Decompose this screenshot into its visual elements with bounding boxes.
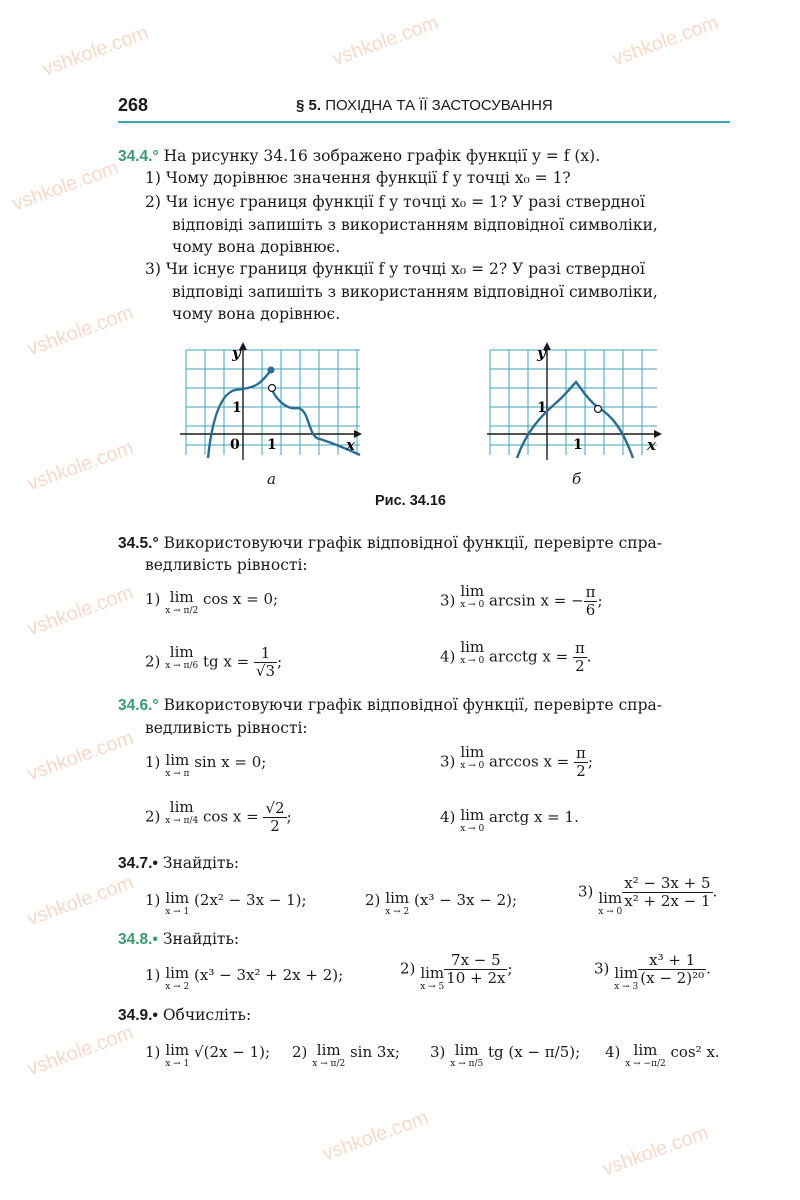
problem-34-5-item-2: 2) lim x → π/6 tg x = $\frac{1}{√3}$ ; (145, 643, 283, 680)
watermark: vshkole.com (319, 1106, 432, 1166)
problem-34-4-q1: 1) Чому дорівнює значення функції f у точці x₀ = 1? (145, 169, 571, 187)
watermark: vshkole.com (24, 871, 137, 931)
problem-34-7-item-1: 1) lim x → 1 (2x² − 3x − 1); (145, 889, 307, 917)
watermark: vshkole.com (24, 581, 137, 641)
filled-point (268, 367, 275, 374)
page-header (118, 95, 730, 123)
tick-x-one: 1 (267, 437, 277, 453)
problem-34-7-text: 34.7.• Знайдіть: (118, 854, 240, 872)
watermark: vshkole.com (24, 436, 137, 496)
problem-34-9-item-2: 2) lim x → π/2 sin 3x; (292, 1041, 400, 1069)
problem-34-4-q2-end: чому вона дорівнює. (172, 238, 341, 256)
graph-b (487, 340, 667, 460)
graph-b-label: б (572, 470, 582, 488)
problem-34-6-item-4: 4) lim x → 0 arctg x = 1. (440, 806, 579, 834)
problem-34-7-item-3: 3) lim x → 0 $\frac{\text{x² − 3x + 5}}{\text{x² + 2x − 1}}$ . (578, 874, 718, 917)
graph-a-label: а (267, 470, 276, 488)
problem-34-9-item-4: 4) lim x → −π/2 cos² x. (605, 1041, 720, 1069)
problem-34-6-item-2: 2) lim x → π/4 cos x = $\frac{√2}{2}$ ; (145, 798, 292, 835)
problem-34-8-item-1: 1) lim x → 2 (x³ − 3x² + 2x + 2); (145, 964, 344, 992)
tick-y-one: 1 (232, 400, 242, 416)
problem-34-8-item-2: 2) lim x → 5 $\frac{7x - 5}{10 + 2x}$ ; (400, 951, 513, 992)
problem-34-4-q3-end: чому вона дорівнює. (172, 305, 341, 323)
problem-34-5-text-cont: ведливість рівності: (145, 556, 308, 574)
problem-34-8-text: 34.8.• Знайдіть: (118, 930, 240, 948)
page-number: 268 (118, 95, 149, 115)
section-title: § 5. ПОХІДНА ТА ЇЇ ЗАСТОСУВАННЯ (296, 97, 553, 114)
problem-34-6-text-cont: ведливість рівності: (145, 719, 308, 737)
problem-34-6-item-1: 1) lim x → π sin x = 0; (145, 751, 267, 779)
watermark: vshkole.com (599, 1121, 712, 1181)
problem-34-5-item-3: 3) lim x → 0 arcsin x = − $\frac{\pi}{6}$ ; (440, 582, 603, 619)
watermark: vshkole.com (24, 1021, 137, 1081)
problem-34-4-intro: 34.4.° На рисунку 34.16 зображено графік функції y = f (x). (118, 147, 601, 165)
x-label: x (346, 436, 355, 454)
open-point (595, 406, 602, 413)
problem-34-9-text: 34.9.• Обчисліть: (118, 1006, 252, 1024)
figure-caption: Рис. 34.16 (375, 493, 446, 509)
problem-34-7-item-2: 2) lim x → 2 (x³ − 3x − 2); (365, 889, 518, 917)
y-label: y (232, 344, 241, 362)
watermark: vshkole.com (9, 156, 122, 216)
problem-34-4-q2: 2) Чи існує границя функції f у точці x₀ = 1? У разі ствердної (145, 193, 645, 211)
watermark: vshkole.com (24, 726, 137, 786)
watermark: vshkole.com (609, 11, 722, 71)
problem-34-6-item-3: 3) lim x → 0 arccos x = $\frac{\pi}{2}$ ; (440, 743, 593, 780)
watermark: vshkole.com (329, 11, 442, 71)
problem-34-5-text: 34.5.° Використовуючи графік відповідної функції, перевірте спра- (118, 534, 663, 552)
open-point (269, 385, 276, 392)
problem-34-4-q3-cont: відповіді запишіть з використанням відповідної символіки, (172, 283, 658, 301)
watermark: vshkole.com (24, 301, 137, 361)
problem-34-5-item-1: 1) lim x → π/2 cos x = 0; (145, 588, 279, 616)
x-label: x (647, 436, 656, 454)
tick-y-one: 1 (537, 400, 547, 416)
problem-34-4-q3: 3) Чи існує границя функції f у точці x₀ = 2? У разі ствердної (145, 260, 645, 278)
problem-34-5-item-4: 4) lim x → 0 arcctg x = $\frac{\pi}{2}$ . (440, 638, 592, 675)
function-curve (517, 382, 599, 458)
tick-x-one: 1 (573, 437, 583, 453)
x-arrow (354, 430, 362, 438)
problem-34-9-item-1: 1) lim x → 1 √(2x − 1); (145, 1041, 271, 1069)
watermark: vshkole.com (39, 21, 152, 81)
problem-34-9-item-3: 3) lim x → π/5 tg (x − π/5); (430, 1041, 581, 1069)
y-label: y (537, 344, 546, 362)
graph-a (180, 340, 365, 460)
origin-label: 0 (230, 437, 240, 453)
problem-34-6-text: 34.6.° Використовуючи графік відповідної функції, перевірте спра- (118, 696, 663, 714)
problem-34-8-item-3: 3) lim x → 3 $\frac{\text{x³ + 1}}{\text{(x − 2)²⁰}}$ . (594, 951, 711, 992)
problem-34-4-q2-cont: відповіді запишіть з використанням відповідної символіки, (172, 216, 658, 234)
